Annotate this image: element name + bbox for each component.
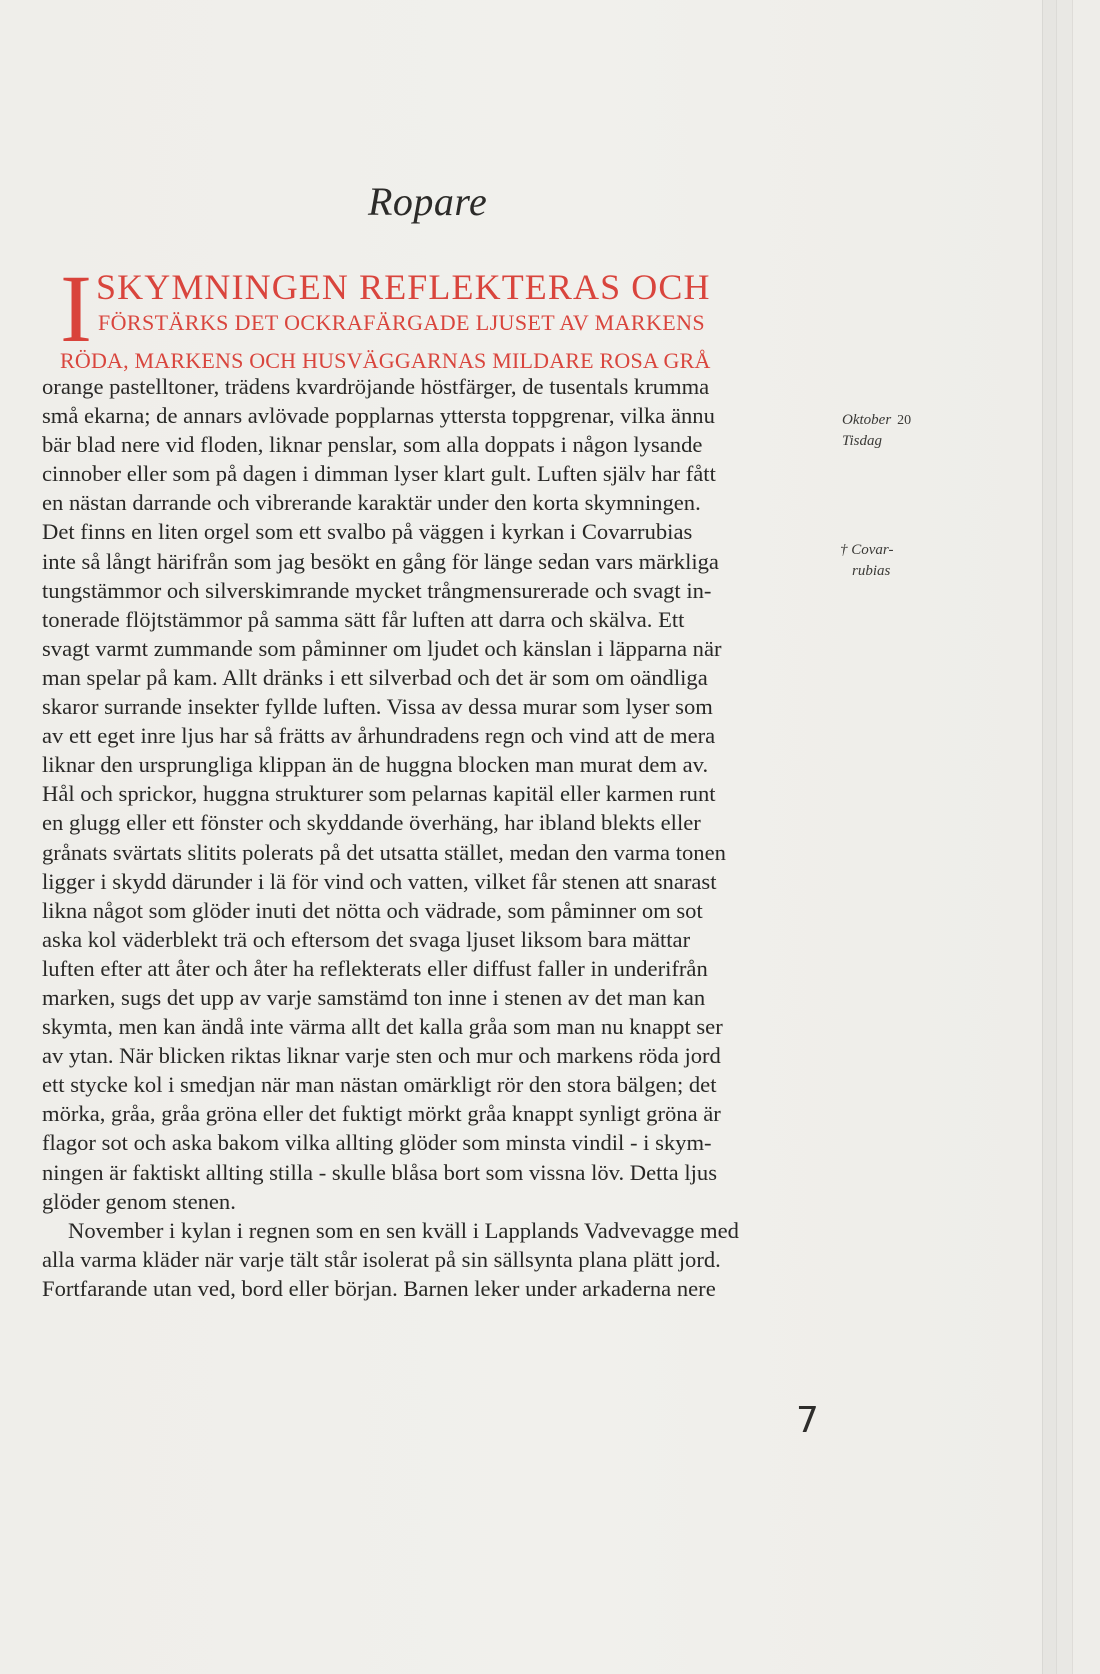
page-edge [1056, 0, 1073, 1674]
body-line: cinnober eller som på dagen i dimman lyser klart gult. Luften själv har fått [42, 461, 716, 487]
opening-line-3: RÖDA, MARKENS OCH HUSVÄGGARNAS MILDARE ROSA GRÅ [60, 348, 711, 373]
opening-line-2: FÖRSTÄRKS DET OCKRAFÄRGADE LJUSET AV MARKENS [98, 310, 706, 335]
body-line: alla varma kläder när varje tält står isolerat på sin sällsynta plana plätt jord. [42, 1246, 721, 1272]
body-line: Hål och sprickor, huggna strukturer som pelarnas kapitäl eller karmen runt [42, 781, 716, 807]
margin-note-date [842, 410, 911, 452]
body-line: ligger i skydd därunder i lä för vind och vatten, vilket får stenen att snarast [42, 868, 717, 894]
body-line: skaror surrande insekter fyllde luften. Vissa av dessa murar som lyser som [42, 694, 713, 720]
body-line: ett stycke kol i smedjan när man nästan omärkligt rör den stora bälgen; det [42, 1072, 717, 1098]
page-number: 7 [796, 1400, 819, 1441]
body-line: aska kol väderblekt trä och eftersom det svaga ljuset liksom bara mättar [42, 926, 691, 952]
body-line: av ytan. När blicken riktas liknar varje sten och mur och markens röda jord [42, 1043, 721, 1069]
body-line: November i kylan i regnen som en sen kväll i Lapplands Vadvevagge med [68, 1217, 739, 1243]
body-line: Fortfarande utan ved, bord eller början. Barnen leker under arkaderna nere [42, 1275, 716, 1301]
page-edge [1042, 0, 1057, 1674]
margin-note-place [840, 540, 893, 582]
page-edge [1072, 0, 1100, 1674]
body-line: tonerade flöjtstämmor på samma sätt får luften att darra och skälva. Ett [42, 606, 685, 632]
body-line: Det finns en liten orgel som ett svalbo på väggen i kyrkan i Covarrubias [42, 519, 693, 545]
body-line: luften efter att åter och åter ha reflekterats eller diffust faller in underifrån [42, 955, 708, 981]
body-line: mörka, gråa, gråa gröna eller det fuktigt mörkt gråa knappt synligt gröna är [42, 1101, 721, 1127]
body-line: marken, sugs det upp av varje samstämd ton inne i stenen av det man kan [42, 984, 706, 1010]
body-line: man spelar på kam. Allt dränks i ett silverbad och det är som om oändliga [42, 664, 708, 690]
body-line: av ett eget inre ljus har så frätts av århundradens regn och vind att de mera [42, 723, 716, 749]
body-line: flagor sot och aska bakom vilka allting glöder som minsta vindil - i skym- [42, 1130, 712, 1156]
body-line: svagt varmt zummande som påminner om ljudet och känslan i läpparna när [42, 635, 722, 661]
body-line: orange pastelltoner, trädens kvardröjande höstfärger, de tusentals krumma [42, 374, 710, 399]
margin-note-marker: † [840, 542, 848, 558]
running-title: Ropare [368, 179, 488, 224]
body-line: likna något som glöder inuti det nötta och vädrade, som påminner om sot [42, 897, 703, 923]
body-line: en nästan darrande och vibrerande karaktär under den korta skymningen. [42, 490, 701, 516]
margin-note-weekday: Tisdag [842, 433, 883, 449]
body-line: skymta, men kan ändå inte värma allt det kalla gråa som man nu knappt ser [42, 1014, 723, 1040]
body-line: en glugg eller ett fönster och skyddande överhäng, har ibland blekts eller [42, 810, 701, 836]
margin-note-day: 20 [897, 413, 912, 428]
opening-line-1: SKYMNINGEN REFLEKTERAS OCH [96, 267, 711, 307]
body-line: små ekarna; de annars avlövade popplarnas yttersta toppgrenar, vilka ännu [42, 403, 715, 429]
margin-note-place-line-2: rubias [852, 563, 891, 579]
drop-cap: I [60, 255, 92, 362]
body-line: inte så långt härifrån som jag besökt en gång för länge sedan vars märkliga [42, 548, 719, 574]
body-line: ningen är faktiskt allting stilla - skulle blåsa bort som vissna löv. Detta ljus [42, 1159, 717, 1185]
body-line: tungstämmor och silverskimrande mycket trångmensurerade och svagt in- [42, 577, 712, 603]
margin-note-month: Oktober [842, 412, 892, 428]
body-line: liknar den ursprungliga klippan än de huggna blocken man murat dem av. [42, 752, 709, 778]
body-line: bär blad nere vid floden, liknar penslar, som alla doppats i någon lysande [42, 432, 703, 458]
body-line: grånats svärtats slitits polerats på det utsatta stället, medan den varma tonen [42, 839, 726, 865]
body-text [42, 372, 824, 1303]
body-line: glöder genom stenen. [42, 1188, 236, 1214]
margin-note-place-line-1: Covar- [851, 542, 894, 558]
